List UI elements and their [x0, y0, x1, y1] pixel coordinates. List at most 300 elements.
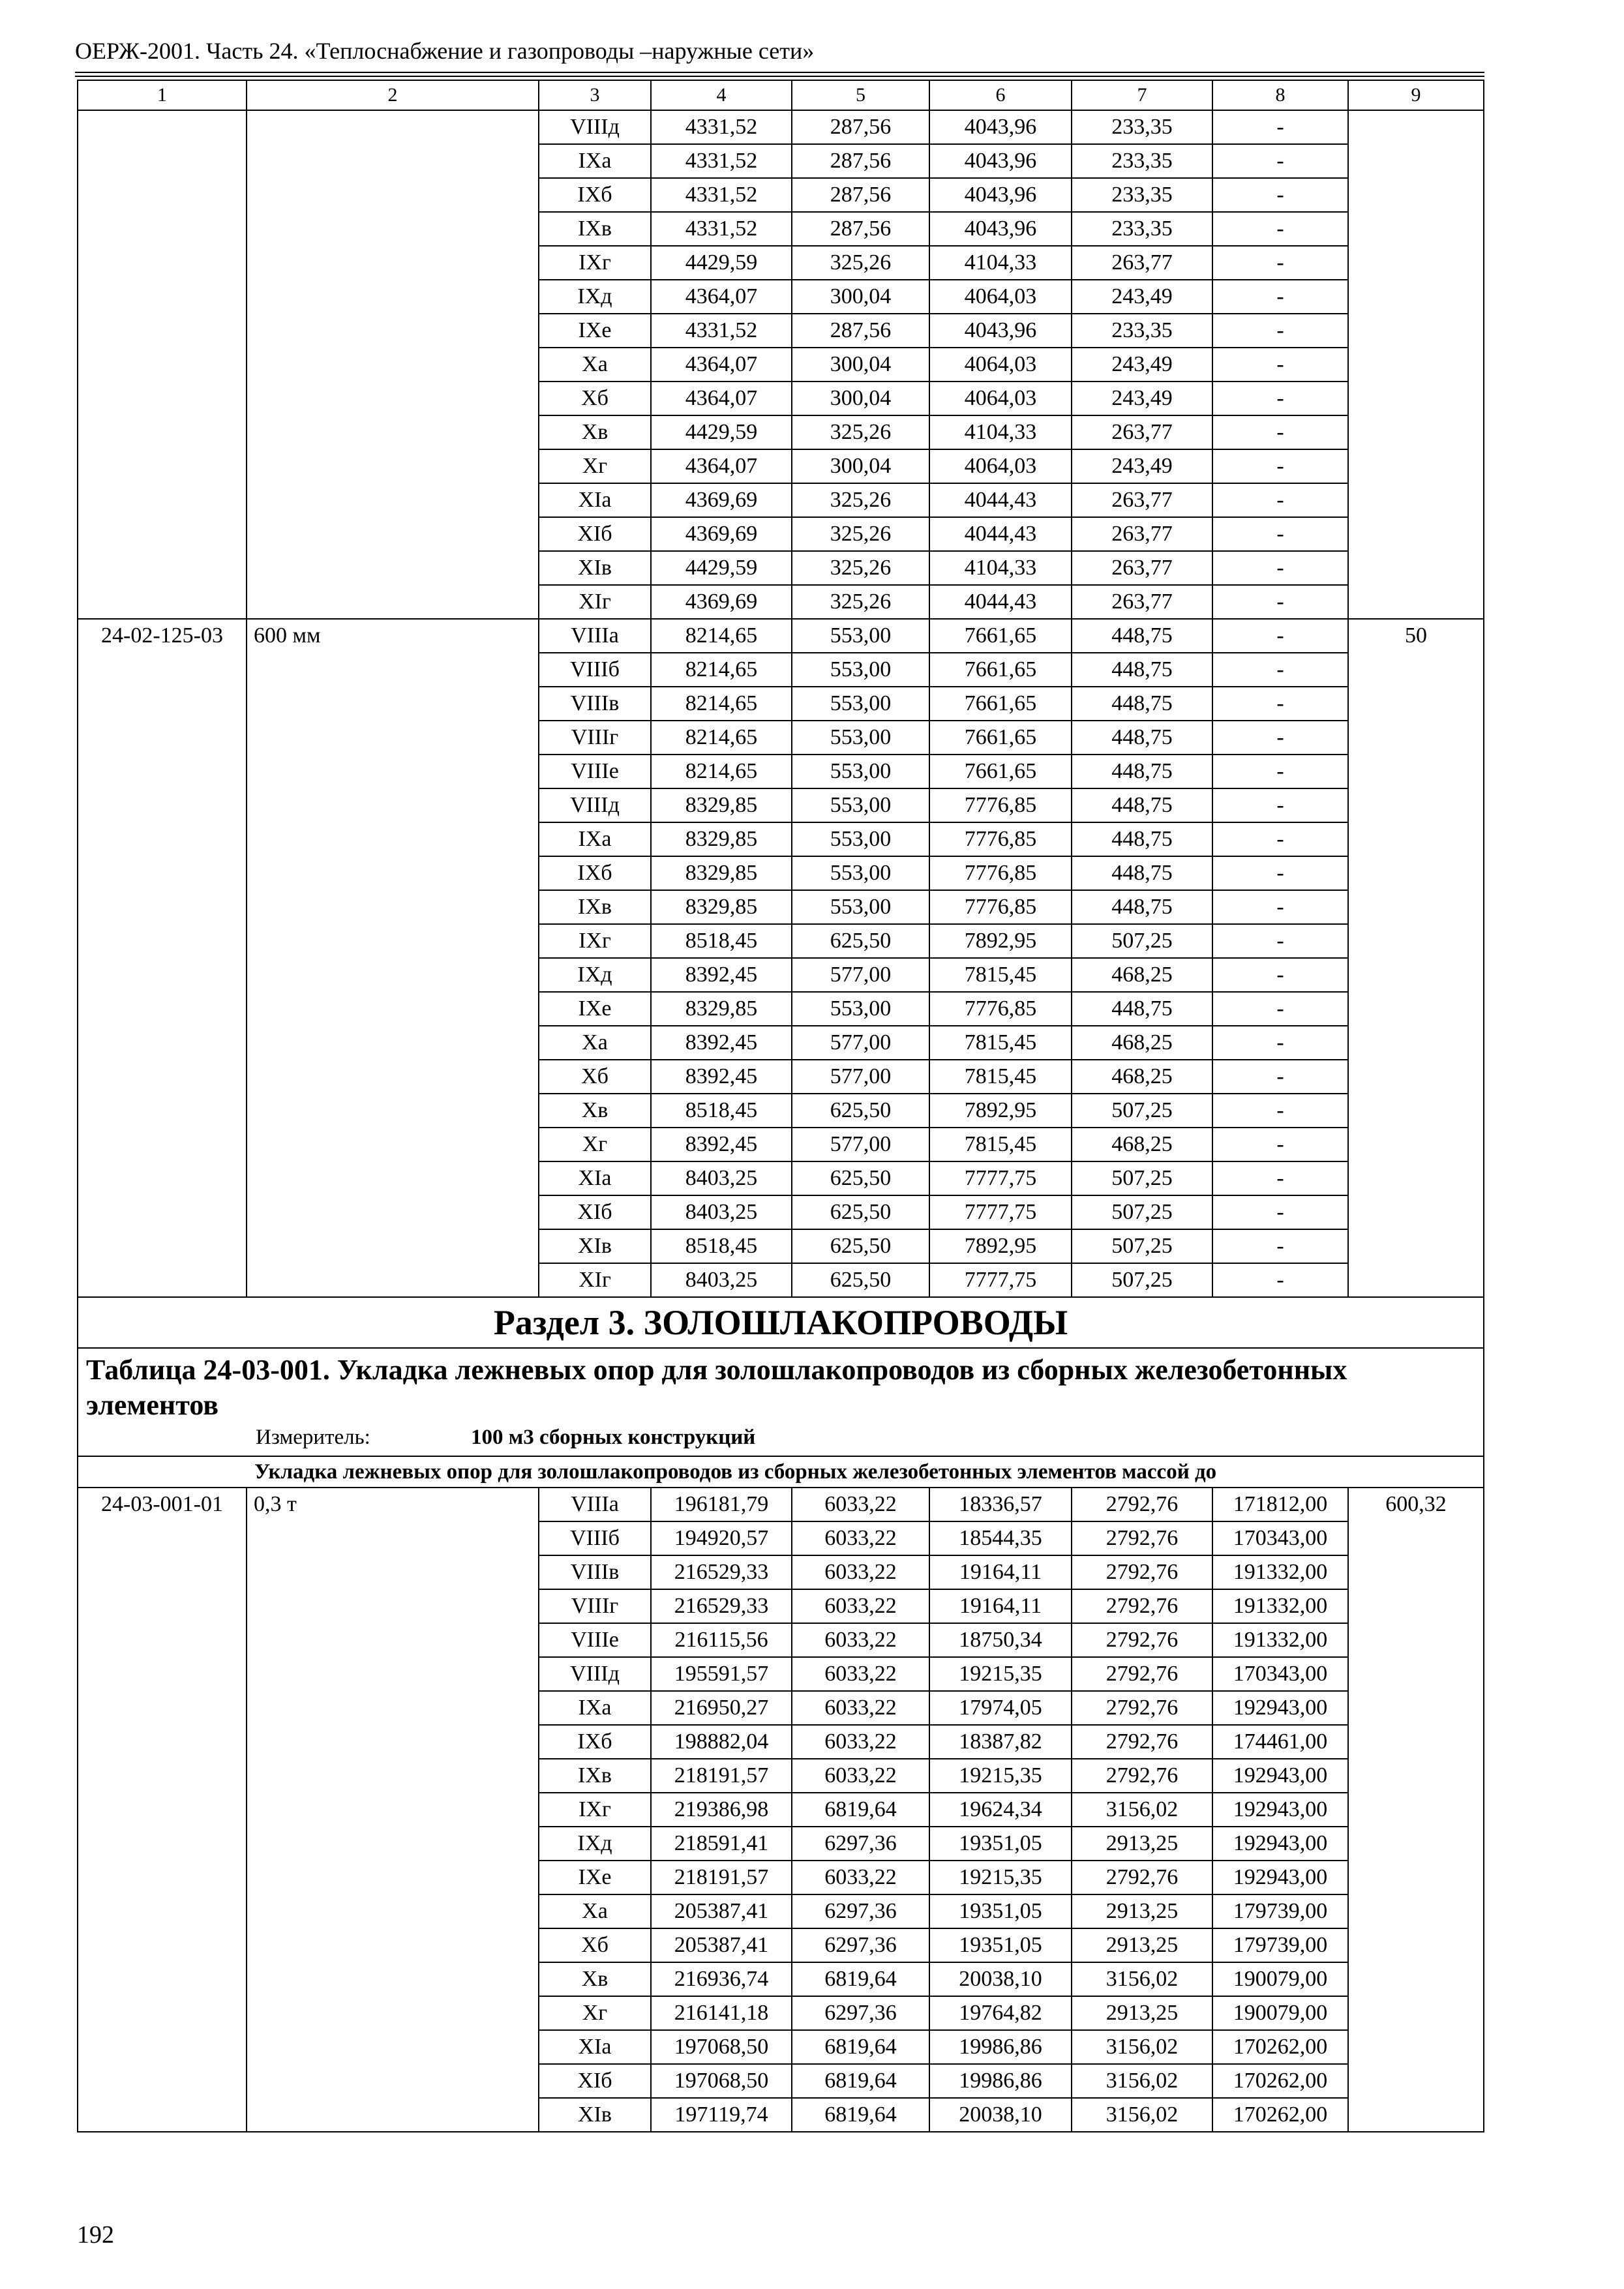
- total-cost-cell: 218191,57: [651, 1759, 792, 1793]
- table-body: [78, 80, 1484, 2132]
- wages-cell: 553,00: [792, 890, 929, 924]
- wages-cell: 577,00: [792, 1026, 929, 1060]
- machines-cell: 4104,33: [929, 246, 1072, 280]
- total-cost-cell: 8518,45: [651, 1094, 792, 1128]
- machinist-wages-cell: 2792,76: [1072, 1725, 1212, 1759]
- wages-cell: 553,00: [792, 619, 929, 653]
- materials-cell: -: [1212, 1161, 1348, 1195]
- zone-cell: VIIIд: [539, 1657, 651, 1691]
- machinist-wages-cell: 2913,25: [1072, 1996, 1212, 2030]
- materials-cell: -: [1212, 348, 1348, 382]
- zone-cell: VIIIд: [539, 110, 651, 144]
- machines-cell: 20038,10: [929, 2098, 1072, 2132]
- zone-cell: IXд: [539, 958, 651, 992]
- total-cost-cell: 205387,41: [651, 1894, 792, 1928]
- machines-cell: 7777,75: [929, 1263, 1072, 1297]
- total-cost-cell: 4364,07: [651, 382, 792, 415]
- machinist-wages-cell: 243,49: [1072, 348, 1212, 382]
- total-cost-cell: 8403,25: [651, 1161, 792, 1195]
- materials-cell: -: [1212, 246, 1348, 280]
- wages-cell: 287,56: [792, 110, 929, 144]
- total-cost-cell: 8518,45: [651, 1229, 792, 1263]
- machinist-wages-cell: 468,25: [1072, 1060, 1212, 1094]
- total-cost-cell: 197119,74: [651, 2098, 792, 2132]
- wages-cell: 6297,36: [792, 1827, 929, 1861]
- wages-cell: 625,50: [792, 1094, 929, 1128]
- zone-cell: IXд: [539, 1827, 651, 1861]
- total-cost-cell: 216936,74: [651, 1962, 792, 1996]
- materials-cell: -: [1212, 1128, 1348, 1161]
- zone-cell: IXг: [539, 246, 651, 280]
- machinist-wages-cell: 263,77: [1072, 246, 1212, 280]
- column-number: 1: [78, 80, 247, 110]
- machines-cell: 7815,45: [929, 1128, 1072, 1161]
- wages-cell: 6033,22: [792, 1623, 929, 1657]
- total-cost-cell: 4369,69: [651, 585, 792, 619]
- wages-cell: 287,56: [792, 314, 929, 348]
- materials-cell: -: [1212, 280, 1348, 314]
- materials-cell: 170262,00: [1212, 2064, 1348, 2098]
- machinist-wages-cell: 263,77: [1072, 551, 1212, 585]
- machinist-wages-cell: 448,75: [1072, 721, 1212, 755]
- materials-cell: -: [1212, 415, 1348, 449]
- materials-cell: -: [1212, 958, 1348, 992]
- meter-line: [86, 1423, 1475, 1452]
- zone-cell: VIIIе: [539, 755, 651, 788]
- materials-cell: -: [1212, 619, 1348, 653]
- machinist-wages-cell: 233,35: [1072, 178, 1212, 212]
- wages-cell: 300,04: [792, 449, 929, 483]
- machinist-wages-cell: 507,25: [1072, 1195, 1212, 1229]
- wages-cell: 6819,64: [792, 2064, 929, 2098]
- header-rule-double: [75, 76, 1484, 77]
- machines-cell: 4064,03: [929, 382, 1072, 415]
- materials-cell: 191332,00: [1212, 1589, 1348, 1623]
- page-number: 192: [77, 2221, 114, 2249]
- column-number: 8: [1212, 80, 1348, 110]
- machinist-wages-cell: 468,25: [1072, 958, 1212, 992]
- total-cost-cell: 8329,85: [651, 788, 792, 822]
- meter-value: 100 м3 сборных конструкций: [471, 1426, 756, 1449]
- materials-cell: 179739,00: [1212, 1928, 1348, 1962]
- total-cost-cell: 4364,07: [651, 280, 792, 314]
- column-number: 6: [929, 80, 1072, 110]
- machinist-wages-cell: 2792,76: [1072, 1759, 1212, 1793]
- price-table: [77, 80, 1484, 2132]
- zone-cell: IXв: [539, 1759, 651, 1793]
- column-number: 9: [1348, 80, 1484, 110]
- materials-cell: -: [1212, 449, 1348, 483]
- wages-cell: 6819,64: [792, 1962, 929, 1996]
- total-cost-cell: 197068,50: [651, 2064, 792, 2098]
- machines-cell: 4064,03: [929, 348, 1072, 382]
- zone-cell: XIб: [539, 1195, 651, 1229]
- wages-cell: 6819,64: [792, 1793, 929, 1827]
- machinist-wages-cell: 2792,76: [1072, 1521, 1212, 1555]
- zone-cell: IXе: [539, 314, 651, 348]
- wages-cell: 6297,36: [792, 1894, 929, 1928]
- machinist-wages-cell: 448,75: [1072, 822, 1212, 856]
- machines-cell: 7661,65: [929, 653, 1072, 687]
- machinist-wages-cell: 3156,02: [1072, 2098, 1212, 2132]
- zone-cell: VIIIг: [539, 1589, 651, 1623]
- total-cost-cell: 8214,65: [651, 687, 792, 721]
- materials-cell: -: [1212, 212, 1348, 246]
- total-cost-cell: 8392,45: [651, 1060, 792, 1094]
- machines-cell: 7777,75: [929, 1161, 1072, 1195]
- wages-cell: 6033,22: [792, 1488, 929, 1521]
- machines-cell: 4043,96: [929, 314, 1072, 348]
- total-cost-cell: 197068,50: [651, 2030, 792, 2064]
- materials-cell: -: [1212, 1195, 1348, 1229]
- machines-cell: 4043,96: [929, 212, 1072, 246]
- machinist-wages-cell: 2792,76: [1072, 1691, 1212, 1725]
- column-number: 3: [539, 80, 651, 110]
- wages-cell: 287,56: [792, 212, 929, 246]
- materials-cell: -: [1212, 1026, 1348, 1060]
- zone-cell: XIв: [539, 551, 651, 585]
- machinist-wages-cell: 2792,76: [1072, 1589, 1212, 1623]
- column-number: 4: [651, 80, 792, 110]
- column-number: 2: [247, 80, 539, 110]
- total-cost-cell: 8329,85: [651, 992, 792, 1026]
- total-cost-cell: 4429,59: [651, 415, 792, 449]
- machines-cell: 18336,57: [929, 1488, 1072, 1521]
- machinist-wages-cell: 3156,02: [1072, 1962, 1212, 1996]
- zone-cell: XIа: [539, 1161, 651, 1195]
- total-cost-cell: 198882,04: [651, 1725, 792, 1759]
- wages-cell: 300,04: [792, 382, 929, 415]
- machinist-wages-cell: 233,35: [1072, 144, 1212, 178]
- machines-cell: 4064,03: [929, 449, 1072, 483]
- total-cost-cell: 4364,07: [651, 348, 792, 382]
- wages-cell: 325,26: [792, 246, 929, 280]
- total-cost-cell: 216529,33: [651, 1555, 792, 1589]
- zone-cell: VIIIб: [539, 653, 651, 687]
- zone-cell: Xг: [539, 1128, 651, 1161]
- total-cost-cell: 4429,59: [651, 246, 792, 280]
- zone-cell: Xа: [539, 1026, 651, 1060]
- zone-cell: IXд: [539, 280, 651, 314]
- materials-cell: 171812,00: [1212, 1488, 1348, 1521]
- machines-cell: 7892,95: [929, 924, 1072, 958]
- machinist-wages-cell: 2792,76: [1072, 1623, 1212, 1657]
- machines-cell: 7661,65: [929, 687, 1072, 721]
- labor-cell: 600,32: [1348, 1488, 1484, 2132]
- machines-cell: 4043,96: [929, 144, 1072, 178]
- materials-cell: 179739,00: [1212, 1894, 1348, 1928]
- machines-cell: 7777,75: [929, 1195, 1072, 1229]
- total-cost-cell: 4364,07: [651, 449, 792, 483]
- wages-cell: 6033,22: [792, 1521, 929, 1555]
- zone-cell: VIIIе: [539, 1623, 651, 1657]
- total-cost-cell: 216950,27: [651, 1691, 792, 1725]
- machines-cell: 4064,03: [929, 280, 1072, 314]
- materials-cell: -: [1212, 110, 1348, 144]
- machines-cell: 4043,96: [929, 178, 1072, 212]
- zone-cell: IXв: [539, 212, 651, 246]
- machines-cell: 19215,35: [929, 1657, 1072, 1691]
- machines-cell: 4104,33: [929, 415, 1072, 449]
- machinist-wages-cell: 507,25: [1072, 1094, 1212, 1128]
- materials-cell: 192943,00: [1212, 1861, 1348, 1894]
- wages-cell: 6297,36: [792, 1928, 929, 1962]
- machinist-wages-cell: 243,49: [1072, 382, 1212, 415]
- machinist-wages-cell: 507,25: [1072, 1229, 1212, 1263]
- materials-cell: -: [1212, 890, 1348, 924]
- wages-cell: 6819,64: [792, 2030, 929, 2064]
- zone-cell: VIIIд: [539, 788, 651, 822]
- machinist-wages-cell: 507,25: [1072, 924, 1212, 958]
- zone-cell: XIа: [539, 483, 651, 517]
- machines-cell: 7892,95: [929, 1094, 1072, 1128]
- machines-cell: 4044,43: [929, 483, 1072, 517]
- machines-cell: 18544,35: [929, 1521, 1072, 1555]
- materials-cell: -: [1212, 924, 1348, 958]
- zone-cell: Xв: [539, 415, 651, 449]
- wages-cell: 577,00: [792, 1060, 929, 1094]
- machinist-wages-cell: 3156,02: [1072, 2030, 1212, 2064]
- machines-cell: 7661,65: [929, 755, 1072, 788]
- total-cost-cell: 4369,69: [651, 483, 792, 517]
- machines-cell: 4044,43: [929, 517, 1072, 551]
- machines-cell: 7776,85: [929, 856, 1072, 890]
- total-cost-cell: 4331,52: [651, 110, 792, 144]
- machines-cell: 19351,05: [929, 1827, 1072, 1861]
- wages-cell: 287,56: [792, 178, 929, 212]
- materials-cell: -: [1212, 992, 1348, 1026]
- wages-cell: 300,04: [792, 348, 929, 382]
- machinist-wages-cell: 507,25: [1072, 1263, 1212, 1297]
- materials-cell: -: [1212, 517, 1348, 551]
- materials-cell: -: [1212, 856, 1348, 890]
- machines-cell: 7815,45: [929, 1060, 1072, 1094]
- machines-cell: 19986,86: [929, 2030, 1072, 2064]
- wages-cell: 625,50: [792, 1161, 929, 1195]
- wages-cell: 6297,36: [792, 1996, 929, 2030]
- zone-cell: Xа: [539, 1894, 651, 1928]
- machinist-wages-cell: 507,25: [1072, 1161, 1212, 1195]
- total-cost-cell: 218191,57: [651, 1861, 792, 1894]
- machines-cell: 19215,35: [929, 1861, 1072, 1894]
- machines-cell: 7776,85: [929, 788, 1072, 822]
- total-cost-cell: 8214,65: [651, 721, 792, 755]
- total-cost-cell: 8403,25: [651, 1195, 792, 1229]
- zone-cell: IXб: [539, 856, 651, 890]
- total-cost-cell: 4331,52: [651, 178, 792, 212]
- materials-cell: 192943,00: [1212, 1793, 1348, 1827]
- zone-cell: IXб: [539, 178, 651, 212]
- materials-cell: -: [1212, 721, 1348, 755]
- wages-cell: 6033,22: [792, 1759, 929, 1793]
- materials-cell: 191332,00: [1212, 1623, 1348, 1657]
- zone-cell: IXа: [539, 822, 651, 856]
- wages-cell: 625,50: [792, 1263, 929, 1297]
- machinist-wages-cell: 263,77: [1072, 585, 1212, 619]
- wages-cell: 325,26: [792, 483, 929, 517]
- zone-cell: VIIIг: [539, 721, 651, 755]
- materials-cell: -: [1212, 788, 1348, 822]
- machinist-wages-cell: 3156,02: [1072, 2064, 1212, 2098]
- materials-cell: -: [1212, 551, 1348, 585]
- wages-cell: 6033,22: [792, 1861, 929, 1894]
- zone-cell: IXе: [539, 1861, 651, 1894]
- materials-cell: -: [1212, 755, 1348, 788]
- wages-cell: 287,56: [792, 144, 929, 178]
- total-cost-cell: 216115,56: [651, 1623, 792, 1657]
- wages-cell: 325,26: [792, 517, 929, 551]
- materials-cell: 190079,00: [1212, 1996, 1348, 2030]
- zone-cell: XIг: [539, 1263, 651, 1297]
- machinist-wages-cell: 448,75: [1072, 856, 1212, 890]
- total-cost-cell: 8214,65: [651, 653, 792, 687]
- total-cost-cell: 205387,41: [651, 1928, 792, 1962]
- materials-cell: -: [1212, 178, 1348, 212]
- materials-cell: 191332,00: [1212, 1555, 1348, 1589]
- total-cost-cell: 195591,57: [651, 1657, 792, 1691]
- zone-cell: IXг: [539, 924, 651, 958]
- wages-cell: 6033,22: [792, 1657, 929, 1691]
- machines-cell: 19215,35: [929, 1759, 1072, 1793]
- materials-cell: -: [1212, 1094, 1348, 1128]
- machines-cell: 19164,11: [929, 1589, 1072, 1623]
- total-cost-cell: 8518,45: [651, 924, 792, 958]
- materials-cell: 192943,00: [1212, 1827, 1348, 1861]
- materials-cell: 174461,00: [1212, 1725, 1348, 1759]
- meter-label: Измеритель:: [256, 1426, 370, 1449]
- machinist-wages-cell: 233,35: [1072, 212, 1212, 246]
- wages-cell: 553,00: [792, 856, 929, 890]
- wages-cell: 625,50: [792, 924, 929, 958]
- machines-cell: 19764,82: [929, 1996, 1072, 2030]
- machinist-wages-cell: 263,77: [1072, 483, 1212, 517]
- materials-cell: 170343,00: [1212, 1657, 1348, 1691]
- total-cost-cell: 8403,25: [651, 1263, 792, 1297]
- zone-cell: Xг: [539, 449, 651, 483]
- wages-cell: 625,50: [792, 1229, 929, 1263]
- table-row: [78, 619, 1484, 653]
- zone-cell: IXа: [539, 1691, 651, 1725]
- total-cost-cell: 194920,57: [651, 1521, 792, 1555]
- materials-cell: -: [1212, 653, 1348, 687]
- wages-cell: 553,00: [792, 687, 929, 721]
- total-cost-cell: 4331,52: [651, 144, 792, 178]
- zone-cell: Xг: [539, 1996, 651, 2030]
- machinist-wages-cell: 2792,76: [1072, 1555, 1212, 1589]
- wages-cell: 553,00: [792, 822, 929, 856]
- machinist-wages-cell: 3156,02: [1072, 1793, 1212, 1827]
- materials-cell: 190079,00: [1212, 1962, 1348, 1996]
- machines-cell: 7815,45: [929, 958, 1072, 992]
- machinist-wages-cell: 263,77: [1072, 517, 1212, 551]
- machinist-wages-cell: 263,77: [1072, 415, 1212, 449]
- materials-cell: -: [1212, 483, 1348, 517]
- machines-cell: 7892,95: [929, 1229, 1072, 1263]
- name-cell: 0,3 т: [247, 1488, 539, 2132]
- wages-cell: 577,00: [792, 1128, 929, 1161]
- machinist-wages-cell: 233,35: [1072, 110, 1212, 144]
- total-cost-cell: 8392,45: [651, 1128, 792, 1161]
- wages-cell: 625,50: [792, 1195, 929, 1229]
- wages-cell: 6033,22: [792, 1589, 929, 1623]
- machines-cell: 7661,65: [929, 721, 1072, 755]
- zone-cell: XIв: [539, 1229, 651, 1263]
- machinist-wages-cell: 2792,76: [1072, 1488, 1212, 1521]
- machines-cell: 4043,96: [929, 110, 1072, 144]
- zone-cell: IXв: [539, 890, 651, 924]
- machines-cell: 7661,65: [929, 619, 1072, 653]
- zone-cell: Xб: [539, 1928, 651, 1962]
- zone-cell: IXб: [539, 1725, 651, 1759]
- total-cost-cell: 216141,18: [651, 1996, 792, 2030]
- total-cost-cell: 8214,65: [651, 619, 792, 653]
- wages-cell: 577,00: [792, 958, 929, 992]
- total-cost-cell: 8329,85: [651, 890, 792, 924]
- machinist-wages-cell: 468,25: [1072, 1128, 1212, 1161]
- wages-cell: 553,00: [792, 653, 929, 687]
- zone-cell: IXе: [539, 992, 651, 1026]
- machines-cell: 7815,45: [929, 1026, 1072, 1060]
- machines-cell: 19624,34: [929, 1793, 1072, 1827]
- machinist-wages-cell: 2792,76: [1072, 1657, 1212, 1691]
- zone-cell: VIIIб: [539, 1521, 651, 1555]
- total-cost-cell: 4429,59: [651, 551, 792, 585]
- zone-cell: XIв: [539, 2098, 651, 2132]
- machinist-wages-cell: 448,75: [1072, 653, 1212, 687]
- running-header: ОЕРЖ-2001. Часть 24. «Теплоснабжение и газопроводы –наружные сети»: [75, 38, 815, 64]
- table-title-row: [78, 1348, 1484, 1456]
- header-rule: [75, 72, 1484, 73]
- machines-cell: 17974,05: [929, 1691, 1072, 1725]
- subheading-row: [78, 1456, 1484, 1488]
- machinist-wages-cell: 448,75: [1072, 755, 1212, 788]
- machines-cell: 19351,05: [929, 1894, 1072, 1928]
- machines-cell: 19164,11: [929, 1555, 1072, 1589]
- total-cost-cell: 4369,69: [651, 517, 792, 551]
- materials-cell: -: [1212, 822, 1348, 856]
- machinist-wages-cell: 448,75: [1072, 788, 1212, 822]
- machines-cell: 19351,05: [929, 1928, 1072, 1962]
- materials-cell: 170262,00: [1212, 2098, 1348, 2132]
- materials-cell: 192943,00: [1212, 1759, 1348, 1793]
- zone-cell: Xв: [539, 1962, 651, 1996]
- machinist-wages-cell: 448,75: [1072, 619, 1212, 653]
- zone-cell: XIб: [539, 2064, 651, 2098]
- section-row: [78, 1297, 1484, 1348]
- name-cell: 600 мм: [247, 619, 539, 1297]
- materials-cell: -: [1212, 687, 1348, 721]
- total-cost-cell: 219386,98: [651, 1793, 792, 1827]
- code-cell: 24-02-125-03: [78, 619, 247, 1297]
- machines-cell: 18387,82: [929, 1725, 1072, 1759]
- materials-cell: -: [1212, 585, 1348, 619]
- materials-cell: -: [1212, 382, 1348, 415]
- materials-cell: 170343,00: [1212, 1521, 1348, 1555]
- total-cost-cell: 8329,85: [651, 822, 792, 856]
- zone-cell: XIа: [539, 2030, 651, 2064]
- machinist-wages-cell: 2913,25: [1072, 1894, 1212, 1928]
- machines-cell: 4104,33: [929, 551, 1072, 585]
- labor-cell: 50: [1348, 619, 1484, 1297]
- machinist-wages-cell: 448,75: [1072, 687, 1212, 721]
- machines-cell: 7776,85: [929, 992, 1072, 1026]
- materials-cell: 170262,00: [1212, 2030, 1348, 2064]
- machinist-wages-cell: 243,49: [1072, 280, 1212, 314]
- total-cost-cell: 196181,79: [651, 1488, 792, 1521]
- machines-cell: 18750,34: [929, 1623, 1072, 1657]
- table-row: [78, 1488, 1484, 1521]
- wages-cell: 300,04: [792, 280, 929, 314]
